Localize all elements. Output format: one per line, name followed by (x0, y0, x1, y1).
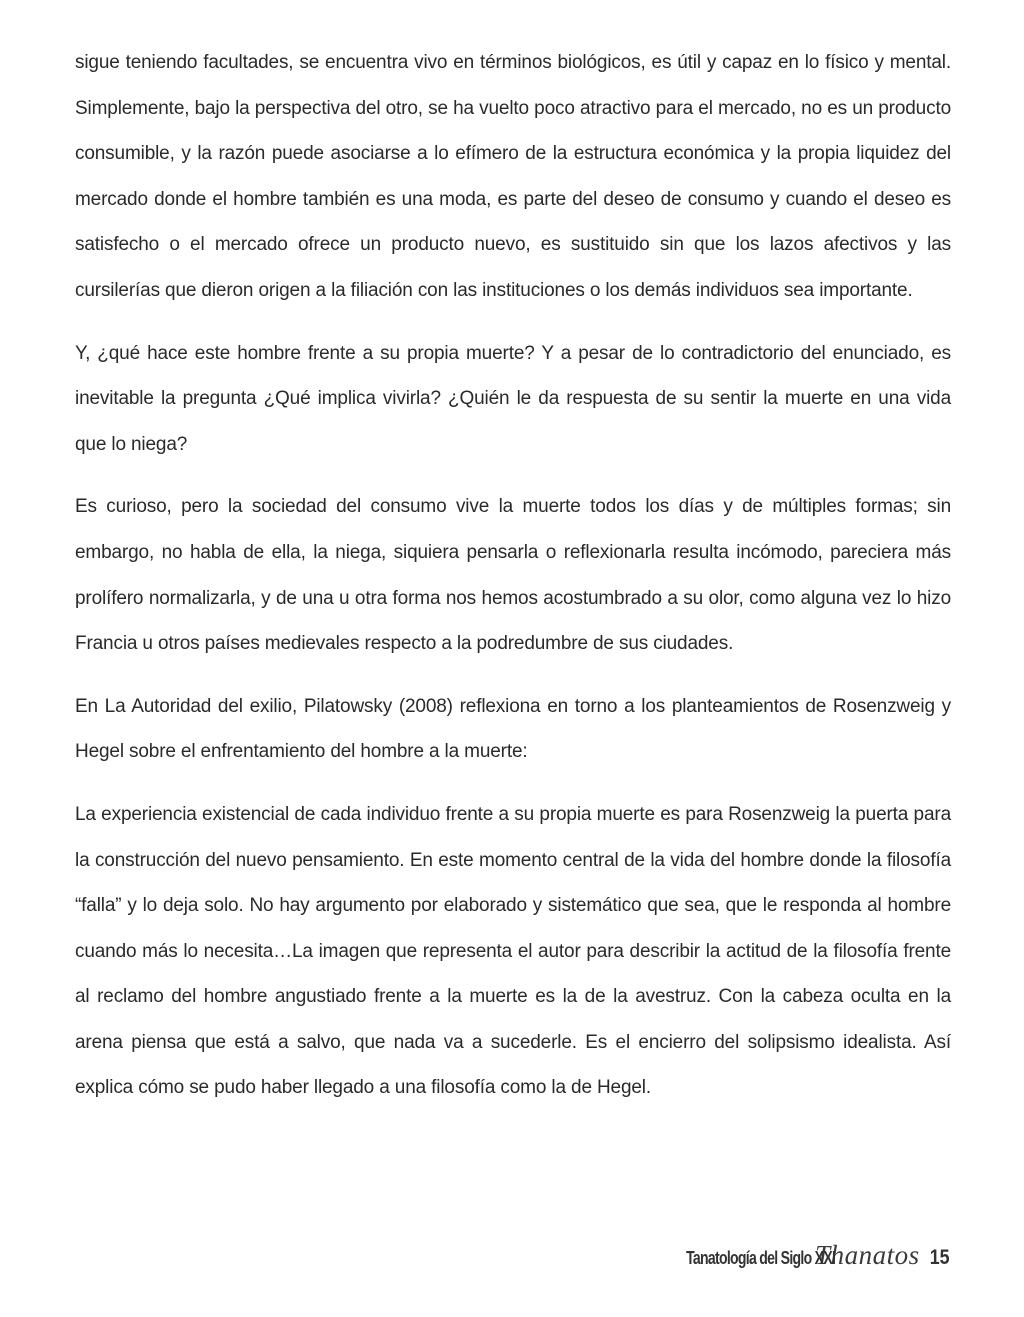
paragraph-4: En La Autoridad del exilio, Pilatowsky (2008) reflexiona en torno a los planteamientos de Rosenzweig y Hegel sobre el enfrentamiento del hombre a la muerte: (75, 695, 951, 763)
paragraph-5: La experiencia existencial de cada individuo frente a su propia muerte es para Rosenzweig la puerta para la construcción del nuevo pensamiento. En este momento central de la vida del hombre donde la filosofía “falla” y lo deja solo. No hay argumento por elaborado y sistemático que sea, que le responda al hombre cuando más lo necesita…La imagen que representa el autor para describir la actitud de la filosofía frente al reclamo del hombre angustiado frente a la muerte es la de la avestruz. Con la cabeza oculta en la arena piensa que está a salvo, que nada va a sucederle. Es el encierro del solipsismo idealista. Así explica cómo se pudo haber llegado a una filosofía como la de Hegel. (75, 803, 951, 1099)
paragraph-1: sigue teniendo facultades, se encuentra vivo en términos biológicos, es útil y capaz en lo físico y mental. Simplemente, bajo la perspectiva del otro, se ha vuelto poco atractivo para el mercado, no es un producto consumible, y la razón puede asociarse a lo efímero de la estructura económica y la propia liquidez del mercado donde el hombre también es una moda, es parte del deseo de consumo y cuando el deseo es satisfecho o el mercado ofrece un producto nuevo, es sustituido sin que los lazos afectivos y las cursilerías que dieron origen a la filiación con las instituciones o los demás individuos sea importante. (75, 52, 951, 301)
page-body (75, 40, 951, 1111)
page-footer (644, 1240, 951, 1271)
journal-series-title: Tanatología del Siglo XXI (685, 1248, 836, 1268)
paragraph-3: Es curioso, pero la sociedad del consumo vive la muerte todos los días y de múltiples formas; sin embargo, no habla de ella, la niega, siquiera pensarla o reflexionarla resulta incómodo, pareciera más prolífero normalizarla, y de una u otra forma nos hemos acostumbrado a su olor, como alguna vez lo hizo Francia u otros países medievales respecto a la podredumbre de sus ciudades. (75, 496, 951, 655)
journal-logo: Thanatos (815, 1240, 920, 1270)
page-number: 15 (929, 1246, 950, 1269)
paragraph-2: Y, ¿qué hace este hombre frente a su propia muerte? Y a pesar de lo contradictorio del enunciado, es inevitable la pregunta ¿Qué implica vivirla? ¿Quién le da respuesta de su sentir la muerte en una vida que lo niega? (75, 342, 951, 455)
